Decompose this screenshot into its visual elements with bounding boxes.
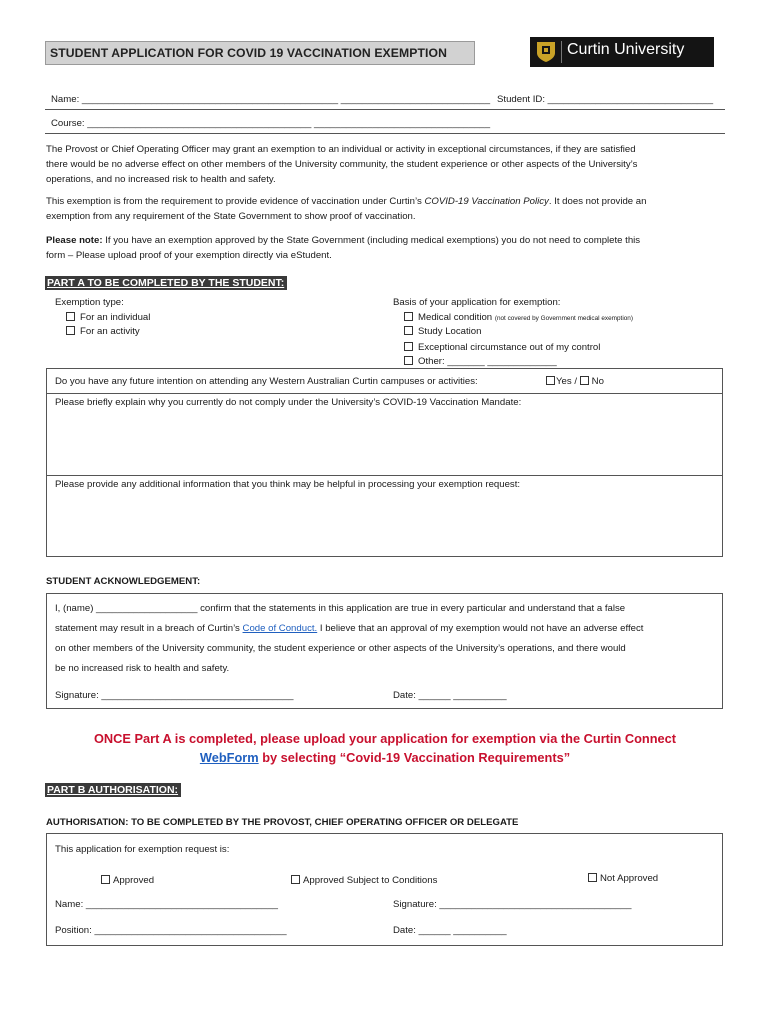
approver-position-field[interactable]: Position: ____________________________________ — [55, 925, 287, 936]
please-note-line — [46, 233, 640, 249]
please-note-label: Please note: — [46, 235, 103, 246]
student-id-field[interactable]: Student ID: _______________________________ — [497, 94, 714, 105]
authorisation-subheading: AUTHORISATION: TO BE COMPLETED BY THE PROVOST, CHIEF OPERATING OFFICER OR DELEGATE — [46, 817, 519, 828]
webform-link[interactable]: WebForm — [199, 750, 259, 765]
additional-info-label: Please provide any additional information that you think may be helpful in processing your exemption request: — [55, 479, 521, 490]
option-approved-conditions[interactable] — [291, 875, 437, 886]
upload-notice-line1: ONCE Part A is completed, please upload your application for exemption via the Curtin Connect — [93, 731, 677, 746]
option-activity[interactable] — [66, 326, 140, 337]
checkbox[interactable] — [66, 312, 75, 321]
part-b-header: PART B AUTHORISATION: — [45, 783, 181, 797]
option-label: Approved Subject to Conditions — [303, 875, 438, 886]
yes-label: Yes / — [556, 376, 580, 387]
option-approved[interactable] — [101, 875, 154, 886]
form-title-bar — [45, 41, 475, 65]
option-label: Approved — [113, 875, 155, 886]
checkbox[interactable] — [404, 312, 413, 321]
option-label: Other: _______ _____________ — [418, 356, 557, 367]
text: This exemption is from the requirement to provide evidence of vaccination under Curtin’s — [46, 196, 425, 207]
checkbox[interactable] — [404, 356, 413, 365]
student-date-field[interactable]: Date: ______ __________ — [393, 690, 507, 701]
checkbox[interactable] — [291, 875, 300, 884]
request-label: This application for exemption request is: — [55, 844, 230, 855]
name-field[interactable]: Name: ________________________________________________ ____________________________ — [51, 94, 491, 105]
acknowledgement-line: on other members of the University community, the student experience or other aspects of the University’s operations, and there would — [55, 643, 626, 654]
exemption-type-label: Exemption type: — [55, 297, 124, 308]
divider — [45, 133, 725, 134]
basis-study-location[interactable] — [404, 326, 481, 337]
logo-divider — [561, 41, 562, 63]
exemption-scope-line — [46, 194, 646, 210]
future-intention-options[interactable] — [546, 376, 604, 387]
policy-name: COVID-19 Vaccination Policy — [424, 196, 549, 207]
divider — [45, 109, 725, 110]
future-intention-question: Do you have any future intention on attending any Western Australian Curtin campuses or activities: — [55, 376, 478, 387]
checkbox[interactable] — [101, 875, 110, 884]
option-label: For an activity — [80, 326, 140, 337]
text: . It does not provide an — [548, 196, 647, 207]
explain-textarea[interactable] — [47, 412, 722, 474]
option-not-approved[interactable] — [588, 873, 658, 884]
option-label: For an individual — [80, 312, 151, 323]
no-label: No — [591, 376, 604, 387]
explain-label: Please briefly explain why you currently do not comply under the University’s COVID-19 Vaccination Mandate: — [55, 397, 522, 408]
text: If you have an exemption approved by the State Government (including medical exemptions) you do not need to complete this — [102, 235, 641, 246]
acknowledgement-line: be no increased risk to health and safety. — [55, 663, 230, 674]
divider — [46, 475, 723, 476]
intro-line: The Provost or Chief Operating Officer may grant an exemption to an individual or activity in exceptional circumstances, if they are satisfied — [46, 144, 636, 155]
approver-signature-field[interactable]: Signature: ____________________________________ — [393, 899, 632, 910]
text: by selecting “Covid-19 Vaccination Requirements” — [258, 750, 571, 765]
option-label: Not Approved — [600, 873, 659, 884]
code-of-conduct-link[interactable]: Code of Conduct. — [242, 623, 318, 634]
basis-other[interactable] — [404, 356, 557, 367]
upload-notice-line2 — [0, 750, 770, 765]
logo-text: Curtin University — [567, 41, 685, 58]
checkbox[interactable] — [588, 873, 597, 882]
course-field[interactable]: Course: __________________________________________ _________________________________ — [51, 118, 491, 129]
yes-checkbox[interactable] — [546, 376, 555, 385]
checkbox[interactable] — [66, 326, 75, 335]
option-label: Medical condition — [418, 312, 493, 323]
option-label: Exceptional circumstance out of my control — [418, 342, 601, 353]
intro-line: there would be no adverse effect on other members of the University community, the student experience or other aspects of the University’s — [46, 159, 638, 170]
curtin-shield-icon — [535, 40, 557, 64]
approver-name-field[interactable]: Name: ____________________________________ — [55, 899, 279, 910]
part-a-header: PART A TO BE COMPLETED BY THE STUDENT: — [45, 276, 287, 290]
acknowledgement-line: I, (name) ___________________ confirm that the statements in this application are true in every particular and understand that a false — [55, 603, 626, 614]
acknowledgement-heading: STUDENT ACKNOWLEDGEMENT: — [46, 576, 201, 587]
checkbox[interactable] — [404, 326, 413, 335]
medical-note: (not covered by Government medical exemption) — [494, 315, 633, 322]
option-label: Study Location — [418, 326, 482, 337]
basis-exceptional[interactable] — [404, 342, 600, 353]
checkbox[interactable] — [404, 342, 413, 351]
additional-info-textarea[interactable] — [47, 494, 722, 556]
form-title: STUDENT APPLICATION FOR COVID 19 VACCINATION EXEMPTION — [50, 46, 447, 60]
option-individual[interactable] — [66, 312, 150, 323]
no-checkbox[interactable] — [580, 376, 589, 385]
basis-medical[interactable] — [404, 312, 633, 323]
please-note-line: form – Please upload proof of your exemption directly via eStudent. — [46, 250, 332, 261]
intro-line: operations, and no increased risk to health and safety. — [46, 174, 276, 185]
student-signature-field[interactable]: Signature: ____________________________________ — [55, 690, 294, 701]
approver-date-field[interactable]: Date: ______ __________ — [393, 925, 507, 936]
divider — [46, 393, 723, 394]
basis-label: Basis of your application for exemption: — [393, 297, 561, 308]
text: statement may result in a breach of Curtin’s — [55, 623, 243, 634]
text: I believe that an approval of my exemption would not have an adverse effect — [317, 623, 644, 634]
curtin-logo — [530, 37, 714, 67]
exemption-scope-line: exemption from any requirement of the State Government to show proof of vaccination. — [46, 211, 416, 222]
acknowledgement-line — [55, 623, 643, 634]
